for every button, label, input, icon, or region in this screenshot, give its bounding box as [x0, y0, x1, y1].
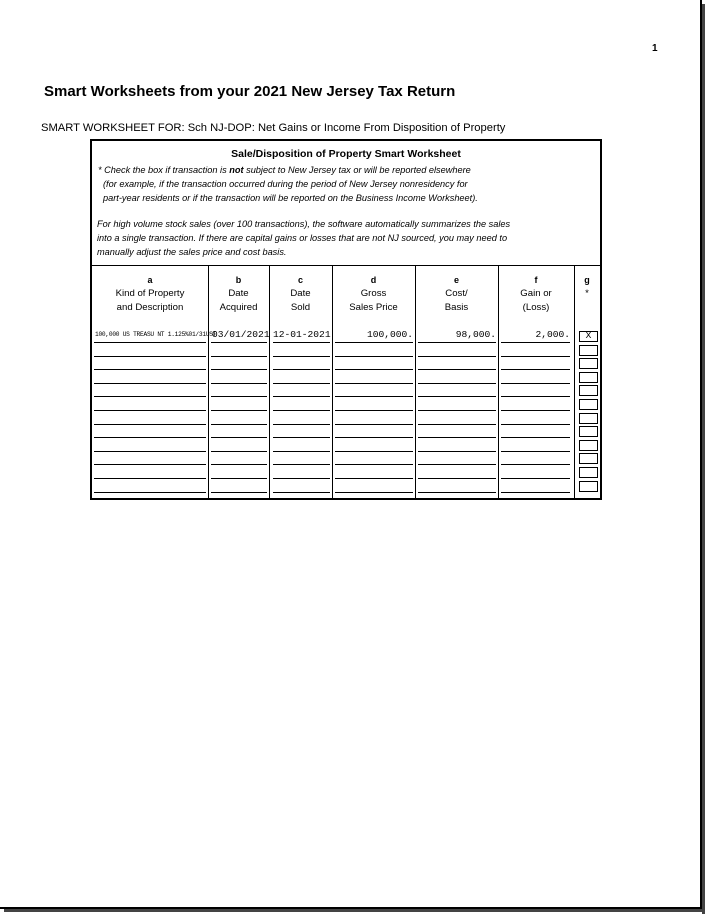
entry-line [501, 410, 570, 411]
entry-line [501, 464, 570, 465]
entry-line [418, 410, 496, 411]
checkbox-mark: X [585, 330, 592, 341]
entry-line [335, 383, 413, 384]
entry-line [94, 437, 206, 438]
entry-line [418, 464, 496, 465]
entry-line [418, 396, 496, 397]
entry-line [211, 464, 267, 465]
entry-line [94, 369, 206, 370]
entry-line [273, 383, 330, 384]
entry-line [418, 478, 496, 479]
not-subject-checkbox[interactable] [579, 399, 598, 410]
column-header-letter: d [370, 275, 377, 285]
entry-line [418, 451, 496, 452]
not-subject-checkbox[interactable] [579, 426, 598, 437]
smart-worksheet-box [90, 139, 602, 500]
column-header-text: Acquired [219, 302, 258, 313]
entry-line [273, 396, 330, 397]
entry-line [418, 356, 496, 357]
entry-line [94, 451, 206, 452]
entry-line [501, 342, 570, 343]
not-subject-checkbox[interactable] [579, 481, 598, 492]
column-header-e [415, 273, 498, 315]
not-subject-checkbox[interactable] [579, 413, 598, 424]
column-header-text: (Loss) [522, 302, 550, 313]
entry-line [501, 492, 570, 493]
entry-line [211, 342, 267, 343]
entry-line [211, 396, 267, 397]
emphasis-not: not [229, 165, 244, 175]
entry-line [94, 410, 206, 411]
column-header-letter: b [235, 275, 242, 285]
not-subject-checkbox[interactable] [579, 331, 598, 342]
entry-line [335, 356, 413, 357]
entry-line [94, 478, 206, 479]
page-title: Smart Worksheets from your 2021 New Jersey Tax Return [44, 83, 456, 100]
property-description-cell[interactable]: 100,000 US TREASU NT 1.125%01/31UST [95, 331, 217, 338]
column-header-text: Date [290, 288, 311, 299]
not-subject-checkbox[interactable] [579, 467, 598, 478]
entry-line [94, 383, 206, 384]
entry-line [94, 424, 206, 425]
entry-line [335, 478, 413, 479]
not-subject-checkbox[interactable] [579, 358, 598, 369]
entry-line [501, 369, 570, 370]
entry-line [273, 478, 330, 479]
table-header-rule [92, 265, 600, 266]
column-header-letter: g [584, 275, 590, 285]
entry-line [273, 437, 330, 438]
column-header-letter: c [297, 275, 303, 285]
note-line: into a single transaction. If there are capital gains or losses that are not NJ sourced, you may need to [97, 233, 508, 243]
entry-line [273, 451, 330, 452]
note-line: part-year residents or if the transaction will be reported on the Business Income Worksheet). [103, 193, 478, 203]
entry-line [335, 451, 413, 452]
entry-line [335, 492, 413, 493]
entry-line [94, 464, 206, 465]
not-subject-checkbox[interactable] [579, 453, 598, 464]
column-header-text: Gain or [520, 288, 552, 299]
column-header-text: Basis [444, 302, 469, 313]
column-header-text: Sales Price [349, 302, 398, 313]
entry-line [335, 342, 413, 343]
entry-line [335, 396, 413, 397]
entry-line [273, 369, 330, 370]
entry-line [211, 492, 267, 493]
entry-line [335, 369, 413, 370]
column-header-c [269, 273, 332, 315]
gross-sales-price-cell[interactable]: 100,000. [366, 329, 413, 340]
entry-line [501, 424, 570, 425]
entry-line [501, 437, 570, 438]
entry-line [211, 356, 267, 357]
note-line: manually adjust the sales price and cost basis. [97, 247, 287, 257]
entry-line [94, 396, 206, 397]
column-header-g [574, 273, 600, 301]
column-header-text: * [585, 288, 589, 299]
entry-line [335, 464, 413, 465]
column-header-letter: e [453, 275, 459, 285]
entry-line [211, 369, 267, 370]
high-volume-sales-note [97, 217, 510, 259]
column-header-d [332, 273, 415, 315]
page-shadow [4, 909, 705, 912]
entry-line [273, 342, 330, 343]
entry-line [418, 342, 496, 343]
entry-line [273, 410, 330, 411]
column-header-letter: f [534, 275, 538, 285]
entry-line [273, 464, 330, 465]
column-header-text: Gross [360, 288, 387, 299]
entry-line [501, 383, 570, 384]
entry-line [273, 492, 330, 493]
checkbox-instruction-note [98, 163, 478, 205]
column-header-text: Cost/ [445, 288, 468, 299]
entry-line [211, 410, 267, 411]
entry-line [211, 451, 267, 452]
entry-line [94, 342, 206, 343]
date-acquired-cell[interactable]: 03/01/2021 [212, 329, 270, 340]
entry-line [273, 356, 330, 357]
not-subject-checkbox[interactable] [579, 385, 598, 396]
column-header-f [498, 273, 574, 315]
entry-line [211, 478, 267, 479]
entry-line [501, 478, 570, 479]
column-header-text: and Description [116, 302, 184, 313]
entry-line [418, 369, 496, 370]
column-header-a [92, 273, 208, 315]
column-header-text: Date [228, 288, 249, 299]
entry-line [418, 424, 496, 425]
not-subject-checkbox[interactable] [579, 440, 598, 451]
date-sold-cell[interactable]: 12-01-2021 [273, 329, 331, 340]
entry-line [94, 356, 206, 357]
entry-line [335, 410, 413, 411]
entry-line [418, 437, 496, 438]
entry-line [501, 356, 570, 357]
page-shadow [702, 4, 705, 914]
entry-line [273, 424, 330, 425]
page-number: 1 [652, 43, 658, 54]
worksheet-title: Sale/Disposition of Property Smart Worksheet [231, 148, 461, 160]
cost-basis-cell[interactable]: 98,000. [455, 329, 496, 340]
column-header-text: Kind of Property [115, 288, 185, 299]
column-header-letter: a [147, 275, 153, 285]
entry-line [418, 383, 496, 384]
entry-line [211, 437, 267, 438]
entry-line [335, 437, 413, 438]
note-line: (for example, if the transaction occurred during the period of New Jersey nonresidency for [103, 179, 468, 189]
entry-line [94, 492, 206, 493]
entry-line [501, 451, 570, 452]
entry-line [211, 424, 267, 425]
gain-or-loss-cell[interactable]: 2,000. [535, 329, 570, 340]
not-subject-checkbox[interactable] [579, 372, 598, 383]
entry-line [211, 383, 267, 384]
column-header-text: Sold [290, 302, 311, 313]
column-header-b [208, 273, 269, 315]
not-subject-checkbox[interactable] [579, 345, 598, 356]
entry-line [335, 424, 413, 425]
entry-line [418, 492, 496, 493]
note-line: For high volume stock sales (over 100 transactions), the software automatically summarizes the sales [97, 219, 511, 229]
note-line: * Check the box if transaction is not subject to New Jersey tax or will be reported elsewhere [98, 165, 471, 175]
worksheet-for-label: SMART WORKSHEET FOR: Sch NJ-DOP: Net Gains or Income From Disposition of Property [41, 122, 506, 134]
entry-line [501, 396, 570, 397]
